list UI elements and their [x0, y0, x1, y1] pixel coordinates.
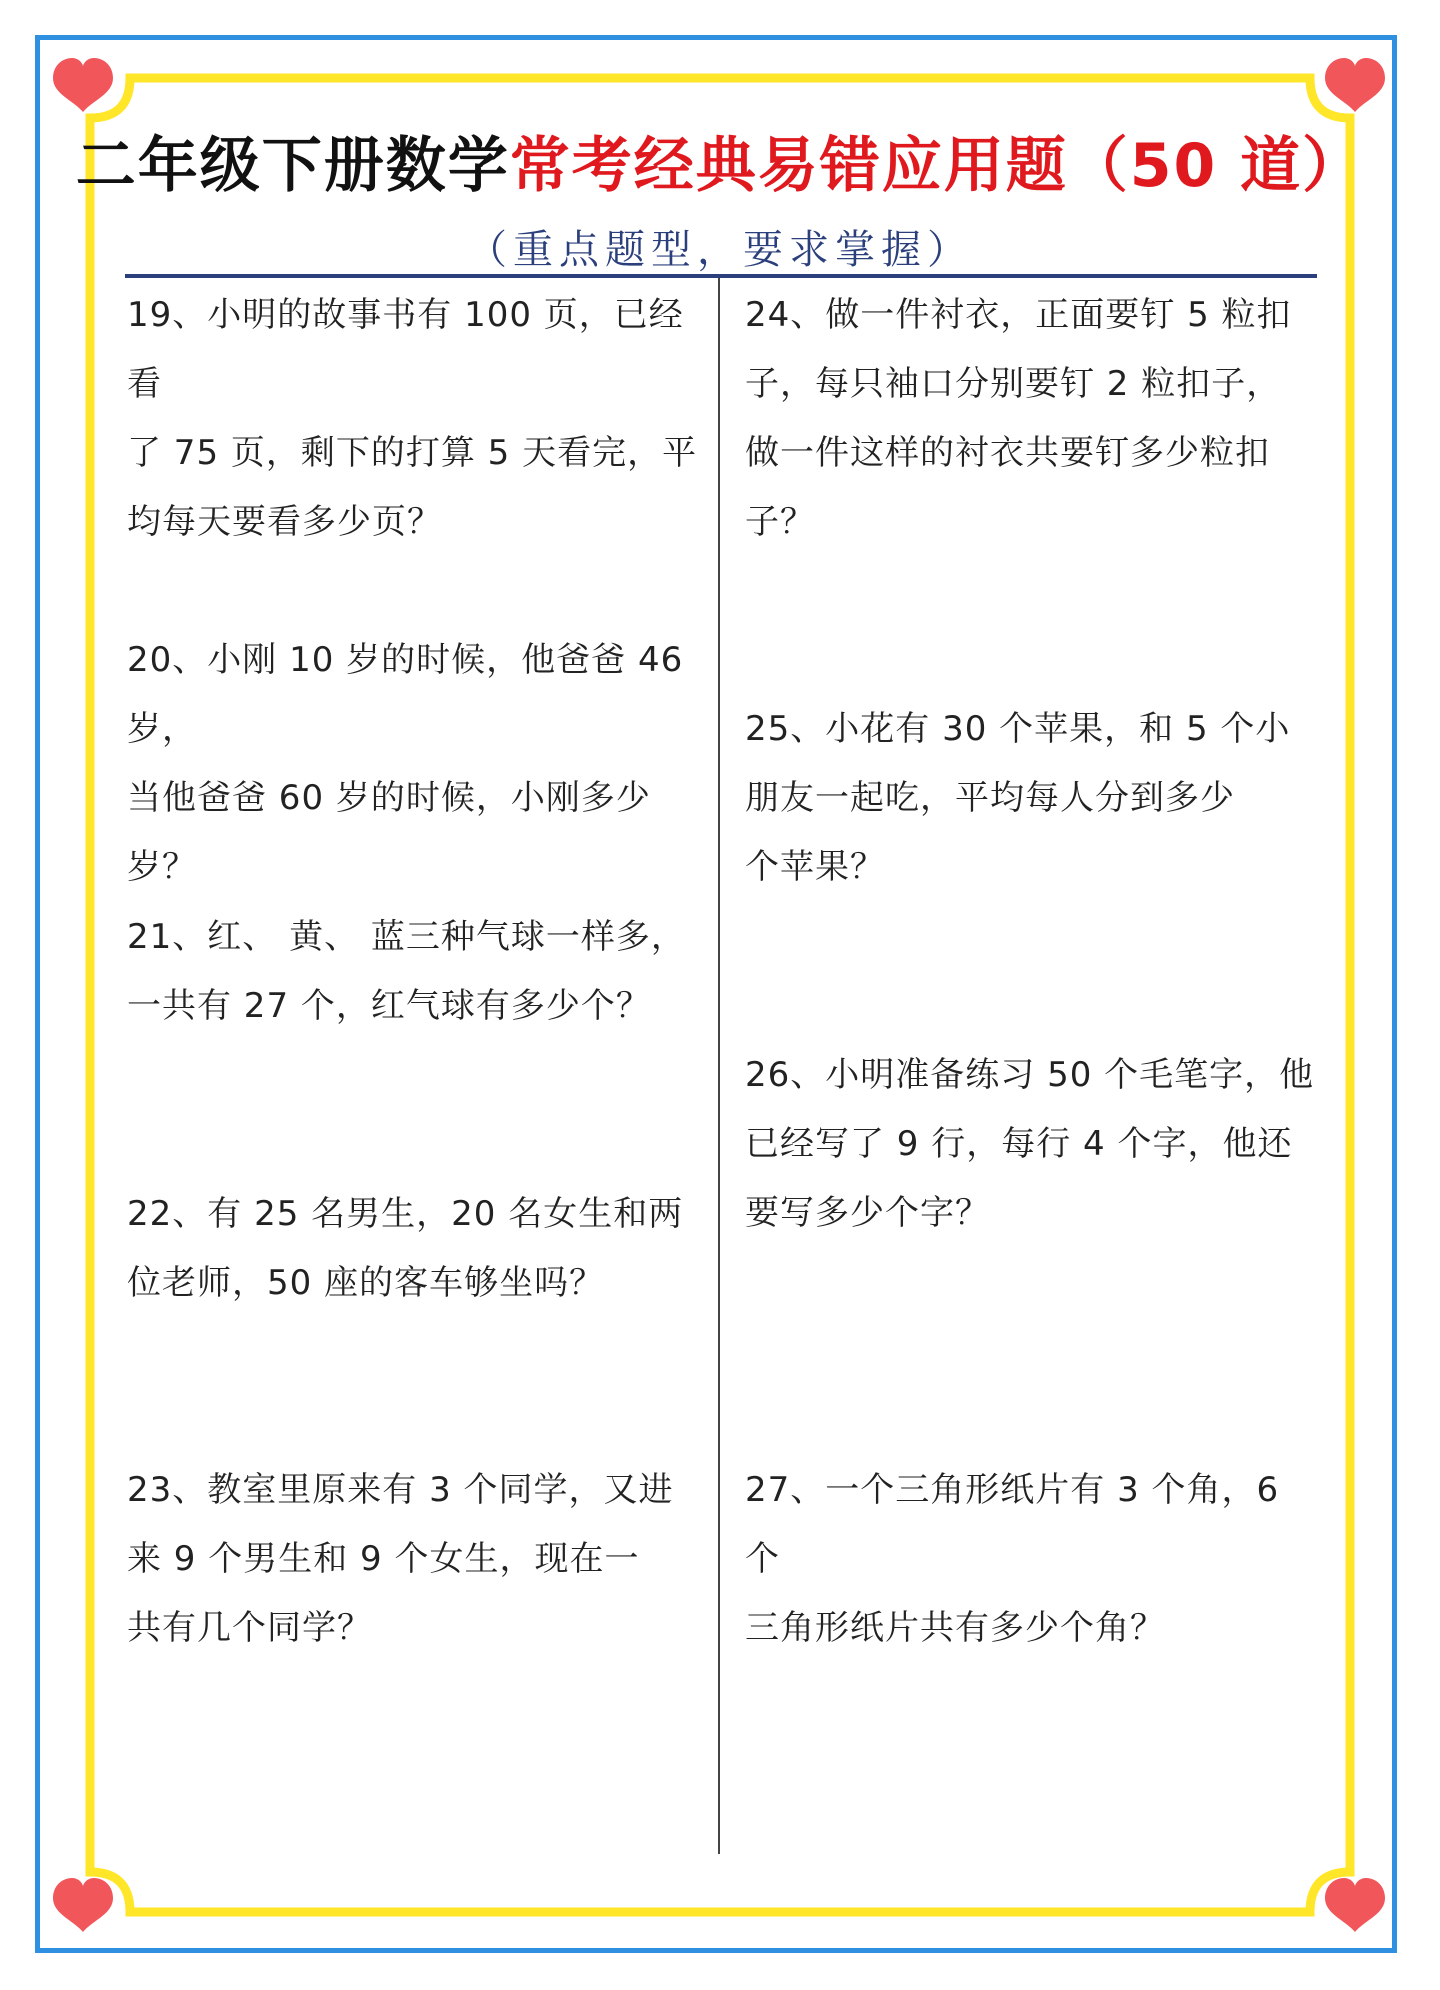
question-line: 要写多少个字？ — [745, 1193, 990, 1233]
question-26 — [745, 1041, 1320, 1248]
header-rule — [125, 274, 1317, 278]
question-line: 21、红、 黄、 蓝三种气球一样多， — [127, 917, 686, 957]
question-line: 25、小花有 30 个苹果，和 5 个小 — [745, 709, 1291, 749]
question-19 — [127, 281, 712, 557]
page-subtitle: （重点题型，要求掌握） — [467, 227, 973, 273]
heart-icon — [53, 1878, 113, 1932]
question-25 — [745, 695, 1320, 902]
question-line: 子，每只袖口分别要钉 2 粒扣子， — [745, 364, 1282, 404]
question-line: 24、做一件衬衣，正面要钉 5 粒扣 — [745, 295, 1292, 335]
question-line: 23、教室里原来有 3 个同学，又进 — [127, 1470, 674, 1510]
question-line: 子？ — [745, 502, 815, 542]
question-21 — [127, 903, 712, 1041]
question-line: 20、小刚 10 岁的时候，他爸爸 46 岁， — [127, 640, 684, 749]
heart-icon — [1325, 58, 1385, 112]
question-line: 朋友一起吃，平均每人分到多少 — [745, 778, 1235, 818]
question-line: 当他爸爸 60 岁的时候，小刚多少岁？ — [127, 778, 651, 887]
question-22 — [127, 1180, 712, 1318]
heart-icon — [53, 58, 113, 112]
question-line: 一共有 27 个，红气球有多少个？ — [127, 986, 651, 1026]
question-line: 19、小明的故事书有 100 页，已经看 — [127, 295, 684, 404]
question-line: 26、小明准备练习 50 个毛笔字，他 — [745, 1055, 1315, 1095]
question-24 — [745, 281, 1320, 557]
question-line: 27、一个三角形纸片有 3 个角，6 个 — [745, 1470, 1280, 1579]
question-line: 来 9 个男生和 9 个女生，现在一 — [127, 1539, 640, 1579]
page-title — [0, 118, 1440, 204]
title-black-part: 二年级下册数学 — [75, 131, 510, 201]
question-27 — [745, 1456, 1320, 1663]
question-line: 位老师，50 座的客车够坐吗？ — [127, 1263, 605, 1303]
question-23 — [127, 1456, 712, 1663]
question-20 — [127, 626, 712, 902]
question-line: 共有几个同学？ — [127, 1608, 372, 1648]
heart-icon — [1325, 1878, 1385, 1932]
title-red-part: 常考经典易错应用题（50 道） — [509, 131, 1365, 201]
question-line: 了 75 页，剩下的打算 5 天看完，平 — [127, 433, 698, 473]
question-line: 三角形纸片共有多少个角？ — [745, 1608, 1165, 1648]
question-line: 均每天要看多少页？ — [127, 502, 442, 542]
question-line: 做一件这样的衬衣共要钉多少粒扣 — [745, 433, 1270, 473]
column-divider — [718, 278, 720, 1854]
question-line: 22、有 25 名男生，20 名女生和两 — [127, 1194, 684, 1234]
question-line: 已经写了 9 行，每行 4 个字，他还 — [745, 1124, 1293, 1164]
question-line: 个苹果？ — [745, 847, 885, 887]
